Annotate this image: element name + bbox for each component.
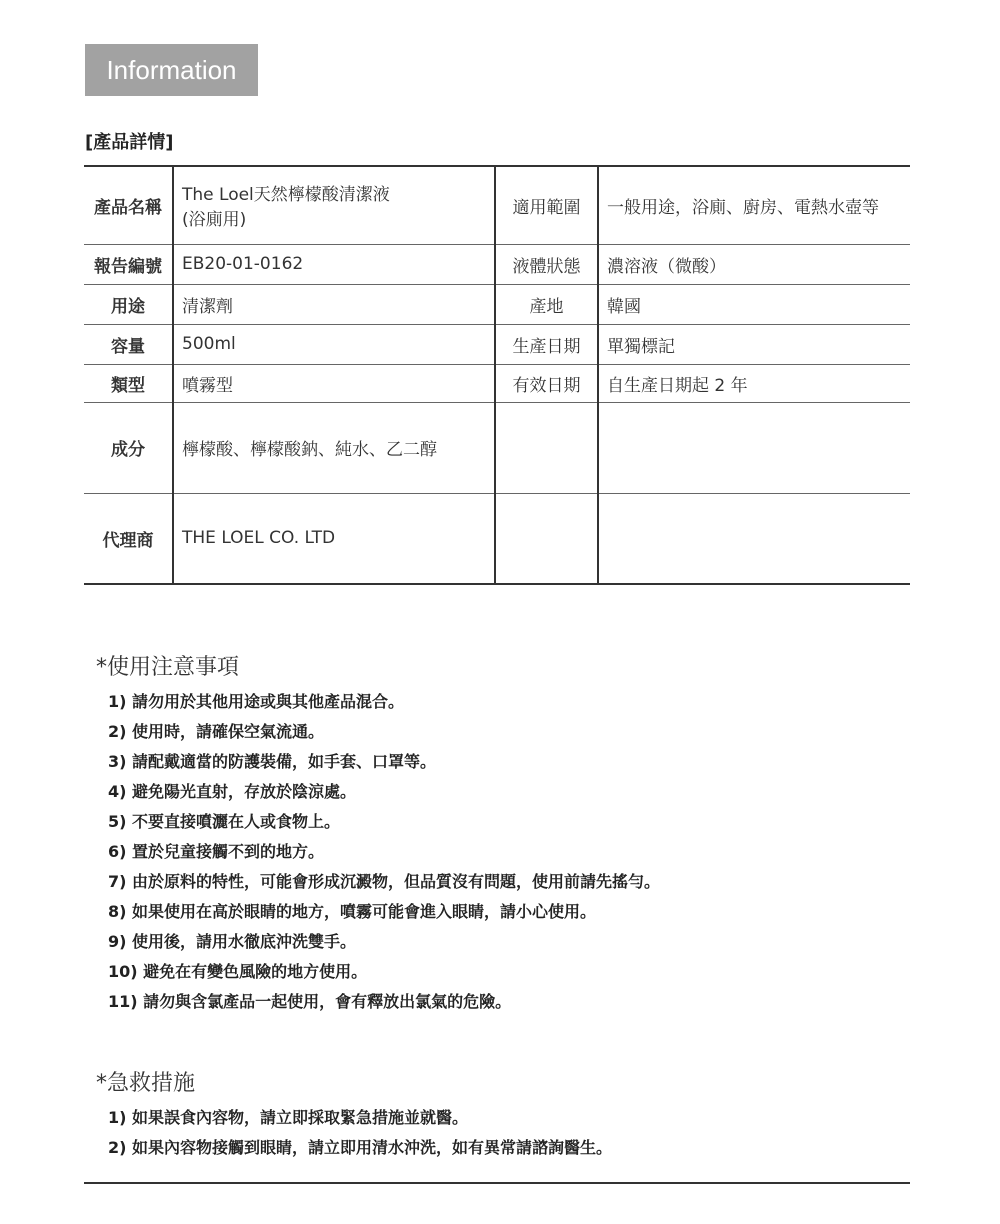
first-aid-list [96, 1103, 612, 1163]
precautions-title: *使用注意事項 [96, 655, 240, 680]
table-row [84, 284, 910, 324]
row-label: 產品名稱 [84, 166, 173, 244]
row-label: 代理商 [84, 493, 173, 584]
table-row [84, 493, 910, 584]
row-label-2: 有效日期 [495, 364, 598, 402]
list-item: 10) 避免在有變色風險的地方使用。 [108, 962, 368, 981]
row-label-2: 產地 [495, 284, 598, 324]
list-item: 2) 使用時，請確保空氣流通。 [108, 722, 325, 741]
row-value: THE LOEL CO. LTD [173, 493, 495, 584]
list-item: 9) 使用後，請用水徹底沖洗雙手。 [108, 932, 357, 951]
row-label: 報告編號 [84, 244, 173, 284]
list-item: 3) 請配戴適當的防護裝備，如手套、口罩等。 [108, 752, 437, 771]
row-label: 類型 [84, 364, 173, 402]
row-label-2: 生產日期 [495, 324, 598, 364]
row-value: 500ml [173, 324, 495, 364]
row-label: 用途 [84, 284, 173, 324]
list-item: 2) 如果內容物接觸到眼睛，請立即用清水沖洗，如有異常請諮詢醫生。 [108, 1138, 613, 1157]
section-title: [產品詳情] [85, 132, 174, 153]
list-item: 8) 如果使用在高於眼睛的地方，噴霧可能會進入眼睛，請小心使用。 [108, 902, 597, 921]
row-value-2 [598, 402, 910, 493]
list-item: 1) 請勿用於其他用途或與其他產品混合。 [108, 692, 405, 711]
row-label: 成分 [84, 402, 173, 493]
row-value: 檸檬酸、檸檬酸鈉、純水、乙二醇 [173, 402, 495, 493]
table-row [84, 324, 910, 364]
table-row [84, 364, 910, 402]
list-item: 6) 置於兒童接觸不到的地方。 [108, 842, 325, 861]
precautions-section [96, 650, 660, 1017]
row-value-2: 自生產日期起 2 年 [598, 364, 910, 402]
list-item: 5) 不要直接噴灑在人或食物上。 [108, 812, 341, 831]
row-value-2 [598, 493, 910, 584]
row-value-2: 濃溶液（微酸） [598, 244, 910, 284]
information-badge: Information [85, 44, 258, 96]
list-item: 4) 避免陽光直射，存放於陰涼處。 [108, 782, 357, 801]
row-value: 噴霧型 [173, 364, 495, 402]
row-value: EB20-01-0162 [173, 244, 495, 284]
list-item: 7) 由於原料的特性，可能會形成沉澱物，但品質沒有問題，使用前請先搖勻。 [108, 872, 661, 891]
product-info-table [84, 165, 910, 585]
row-label: 容量 [84, 324, 173, 364]
precautions-list [96, 687, 660, 1017]
table-row [84, 402, 910, 493]
table-row [84, 244, 910, 284]
row-label-2 [495, 493, 598, 584]
row-value-2: 單獨標記 [598, 324, 910, 364]
row-label-2: 液體狀態 [495, 244, 598, 284]
first-aid-title: *急救措施 [96, 1071, 196, 1096]
row-label-2: 適用範圍 [495, 166, 598, 244]
row-value: The Loel天然檸檬酸清潔液 (浴廁用) [173, 166, 495, 244]
row-label-2 [495, 402, 598, 493]
row-value-2: 韓國 [598, 284, 910, 324]
bottom-divider [84, 1182, 910, 1184]
table-row [84, 166, 910, 244]
first-aid-section [96, 1066, 612, 1163]
list-item: 1) 如果誤食內容物，請立即採取緊急措施並就醫。 [108, 1108, 469, 1127]
list-item: 11) 請勿與含氯產品一起使用，會有釋放出氯氣的危險。 [108, 992, 512, 1011]
row-value-2: 一般用途，浴廁、廚房、電熱水壺等 [598, 166, 910, 244]
row-value: 清潔劑 [173, 284, 495, 324]
